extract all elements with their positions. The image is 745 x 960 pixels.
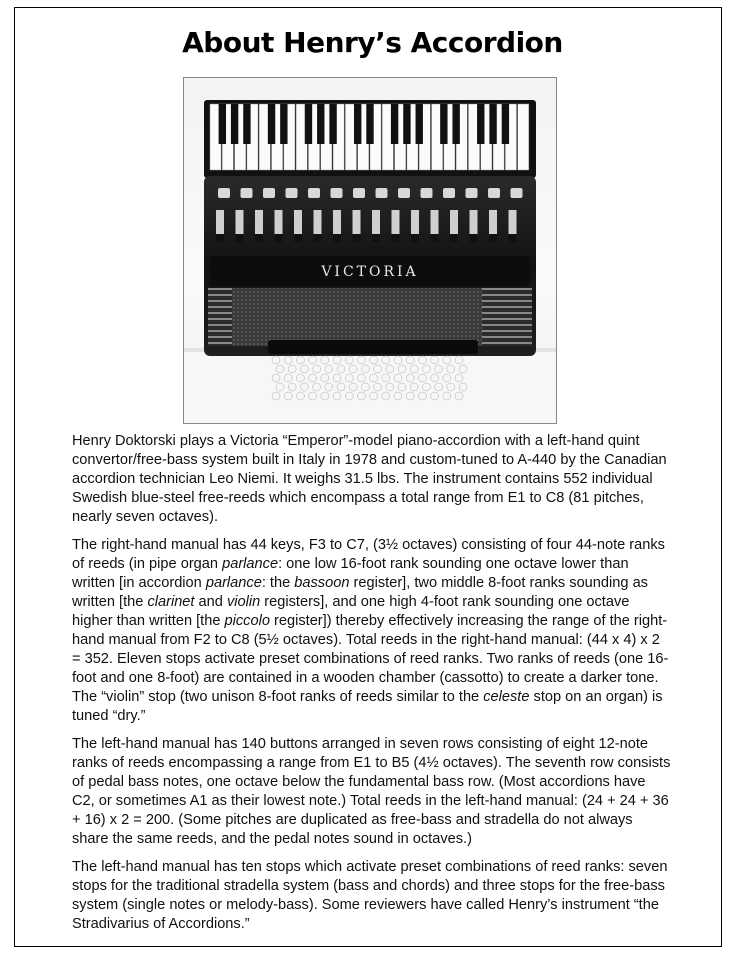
paragraph-intro: Henry Doktorski plays a Victoria “Emperor”-model piano-accordion with a left-hand quint convertor/free-bass system built in Italy in 1978 and custom-tuned to A-440 by the Canadian accordion technician Leo Niemi. It weighs 31.5 lbs. The instrument contains 552 individual Swedish blue-steel free-reeds which encompass a total range from E1 to C8 (81 pitches, nearly seven octaves). — [72, 433, 667, 525]
accordion-photo — [183, 77, 557, 424]
paragraph-right-hand: The right-hand manual has 44 keys, F3 to C7, (3½ octaves) consisting of four 44-note ranks of reeds (in pipe organ parlance: one low 16-foot rank sounding one octave lower than written [in accordion parlance: the bassoon register], two middle 8-foot ranks sounding as written [the clarinet and violin registers], and one high 4-foot rank sounding one octave higher than written [the piccolo register]) thereby effectively increasing the range of the right-hand manual from F2 to C8 (5½ octaves). Total reeds in the right-hand manual: (44 x 4) x 2 = 352. Eleven stops activate preset combinations of reed ranks. Two ranks of reeds (one 16-foot and one 8-foot) are contained in a wooden chamber (cassotto) to create a darker tone. The “violin” stop (two unison 8-foot ranks of reeds similar to the celeste stop on an organ) is tuned “dry.” — [72, 537, 669, 724]
article-body — [72, 432, 672, 943]
brand-label: VICTORIA — [321, 264, 419, 280]
paragraph-left-hand: The left-hand manual has 140 buttons arranged in seven rows consisting of eight 12-note ranks of reeds encompassing a range from E1 to B5 (4½ octaves). The seventh row consists of pedal bass notes, one octave below the fundamental bass row. (Most accordions have C2, or sometimes A1 as their lowest note.) Total reeds in the left-hand manual: (24 + 24 + 36 + 16) x 2 = 200. (Some pitches are duplicated as free-bass and stradella do not always share the same reeds, and the pedal notes sound in octaves.) — [72, 736, 671, 847]
paragraph-stops: The left-hand manual has ten stops which activate preset combinations of reed ranks: seven stops for the traditional stradella system (bass and chords) and three stops for the free-bass system (single notes or melody-bass). Some reviewers have called Henry’s instrument “the Stradivarius of Accordions.” — [72, 859, 668, 932]
page-title: About Henry’s Accordion — [182, 26, 563, 59]
